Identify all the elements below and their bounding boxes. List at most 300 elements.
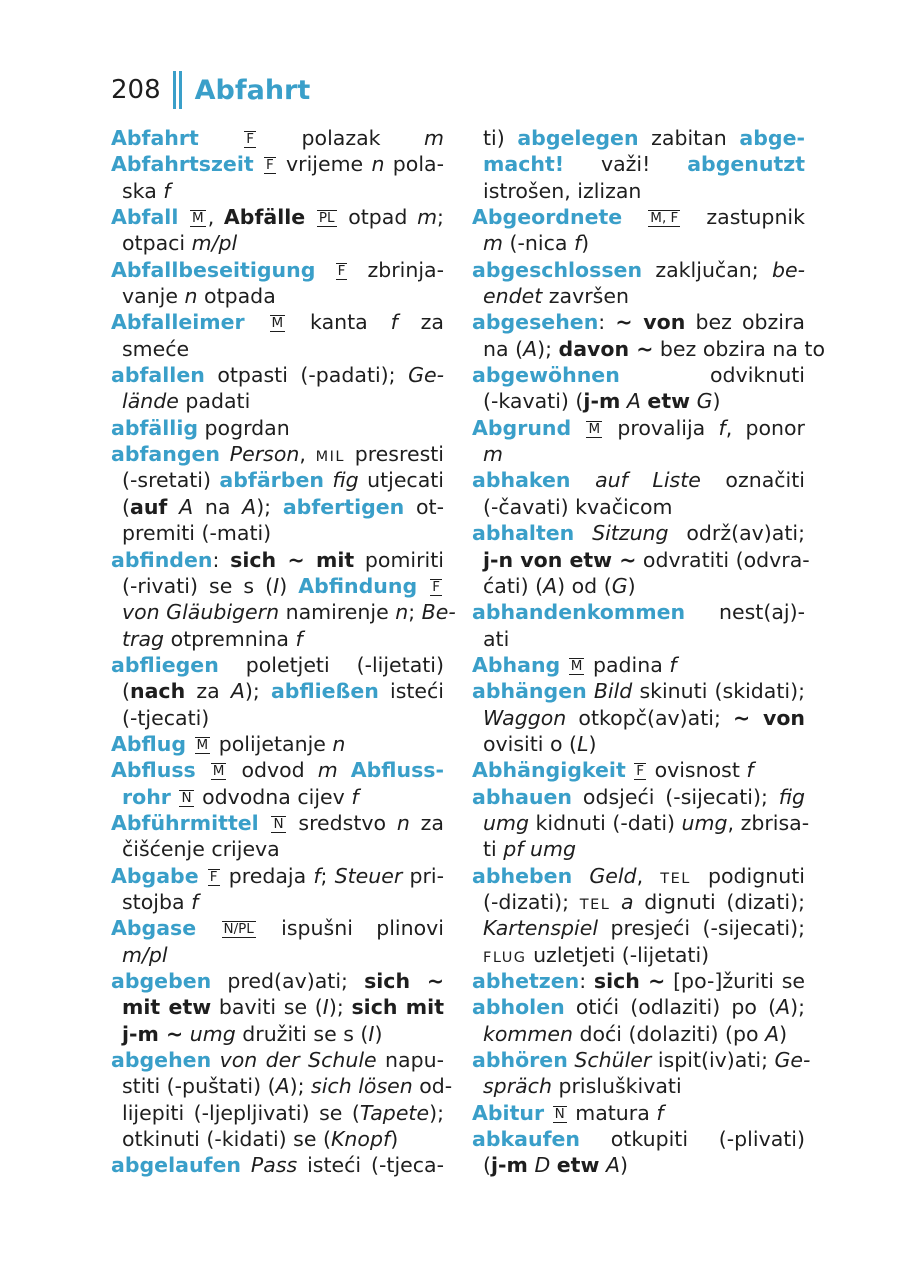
definition-text: ot- bbox=[404, 494, 444, 519]
headword: abgenutzt bbox=[687, 152, 805, 177]
headword: Abfindung bbox=[298, 573, 418, 598]
italic-label: f bbox=[656, 1100, 664, 1125]
italic-label: Geld bbox=[589, 863, 637, 888]
definition-text: ) bbox=[779, 1021, 788, 1046]
definition-text: ) bbox=[627, 573, 636, 598]
definition-text: premiti (-mati) bbox=[122, 521, 272, 546]
entry-line bbox=[472, 705, 805, 731]
definition-text: ) bbox=[581, 231, 590, 256]
italic-label: lände bbox=[122, 389, 179, 414]
entry-line bbox=[111, 599, 456, 625]
definition-text: istrošen, izlizan bbox=[483, 178, 642, 203]
entry-line bbox=[472, 520, 805, 546]
headword: Abhang bbox=[472, 652, 561, 677]
definition-text: za bbox=[185, 679, 231, 704]
entry-line bbox=[472, 547, 810, 573]
entry-line bbox=[472, 678, 805, 704]
headword: Abhängigkeit bbox=[472, 758, 626, 783]
italic-label: n bbox=[395, 600, 409, 625]
entry-line bbox=[111, 151, 444, 177]
gender-box: F bbox=[209, 868, 218, 885]
definition-text bbox=[338, 758, 351, 782]
definition-text: odviknuti bbox=[619, 363, 805, 388]
bold-phrase: etw bbox=[556, 1153, 600, 1178]
entry-line bbox=[111, 784, 444, 810]
italic-label: Tapete bbox=[359, 1100, 430, 1125]
headword: abgewöhnen bbox=[472, 363, 620, 388]
headword: abholen bbox=[472, 995, 565, 1020]
bold-phrase: sich ~ bbox=[593, 969, 666, 993]
definition-text: pola- bbox=[384, 152, 444, 177]
italic-label: Schüler bbox=[574, 1048, 652, 1073]
italic-label: G bbox=[611, 573, 628, 598]
definition-text: nest(aj)- bbox=[685, 600, 805, 625]
italic-label: Sitzung bbox=[592, 521, 669, 546]
definition-text: ovisiti o ( bbox=[483, 731, 578, 756]
entry-line bbox=[111, 336, 444, 362]
entry-line bbox=[111, 309, 444, 335]
definition-text: kidnuti (-dati) bbox=[528, 810, 682, 835]
entry-line bbox=[111, 757, 444, 783]
italic-label: m bbox=[424, 126, 444, 150]
italic-label: L bbox=[577, 731, 589, 756]
headword: abfinden bbox=[111, 547, 213, 572]
definition-text: otpasti (-padati); bbox=[204, 363, 409, 388]
definition-text: vanje bbox=[122, 284, 185, 309]
definition-text: otkupiti (-plivati) bbox=[580, 1127, 805, 1152]
definition-text: ); bbox=[537, 336, 559, 361]
definition-text: polijetanje bbox=[212, 731, 333, 756]
entry-line bbox=[111, 731, 444, 757]
entry-line bbox=[111, 283, 444, 309]
gender-box: N bbox=[181, 789, 192, 806]
definition-text: presresti bbox=[344, 442, 444, 467]
gender-box: F bbox=[432, 578, 440, 595]
italic-label: A bbox=[543, 573, 558, 598]
italic-label: m/pl bbox=[191, 231, 238, 256]
entry-line bbox=[111, 915, 444, 941]
entry-line bbox=[111, 573, 444, 599]
definition-text: za bbox=[397, 310, 444, 335]
italic-label: m bbox=[483, 231, 503, 256]
definition-text: ovisnost bbox=[648, 758, 747, 783]
entry-line bbox=[111, 1073, 453, 1099]
definition-text: ati bbox=[483, 626, 510, 651]
entry-line bbox=[472, 784, 805, 810]
italic-label: umg bbox=[483, 810, 529, 835]
definition-text: (-rivati) se s ( bbox=[122, 573, 274, 598]
right-column bbox=[472, 125, 825, 1179]
bold-phrase: ~ von bbox=[733, 705, 805, 730]
entry-line bbox=[472, 626, 805, 652]
gender-box: M bbox=[570, 657, 583, 674]
headword: abgesehen bbox=[472, 310, 599, 335]
definition-text: završen bbox=[542, 284, 629, 309]
definition-text: uzletjeti (-lijetati) bbox=[526, 942, 710, 967]
definition-text bbox=[305, 205, 315, 229]
definition-text: otpad bbox=[338, 205, 418, 230]
bold-phrase: ~ von bbox=[615, 310, 686, 335]
entry-line bbox=[111, 942, 444, 968]
bold-phrase: sich ~ bbox=[364, 969, 444, 993]
gender-box: F bbox=[337, 262, 346, 279]
definition-text: otkopč(av)ati; bbox=[566, 705, 734, 730]
entry-line bbox=[472, 230, 805, 256]
italic-label: endet bbox=[483, 284, 543, 309]
entry-line bbox=[111, 362, 444, 388]
entry-line bbox=[472, 362, 805, 388]
italic-label: m bbox=[417, 205, 438, 230]
headword: abhängen bbox=[472, 679, 587, 704]
entry-line bbox=[472, 257, 805, 283]
definition-text: isteći bbox=[378, 679, 445, 704]
definition-text bbox=[574, 521, 592, 545]
entry-line bbox=[111, 652, 444, 678]
definition-text: vrijeme bbox=[277, 152, 372, 177]
definition-text bbox=[572, 864, 589, 888]
entry-line bbox=[472, 151, 805, 177]
gender-box: F bbox=[636, 763, 645, 780]
entry-line bbox=[472, 968, 805, 994]
italic-label: D bbox=[534, 1153, 551, 1178]
entry-line bbox=[472, 178, 805, 204]
italic-label: n bbox=[184, 284, 198, 309]
bold-phrase: j-n von etw ~ bbox=[483, 547, 637, 572]
field-label: TEL bbox=[660, 870, 691, 887]
definition-text: ); bbox=[244, 679, 271, 704]
definition-text: prisluškivati bbox=[551, 1074, 682, 1099]
definition-text: ti) bbox=[483, 126, 518, 150]
definition-text: poletjeti (-lijetati) bbox=[218, 652, 444, 677]
bold-phrase: davon ~ bbox=[558, 336, 654, 361]
italic-label: Be- bbox=[421, 600, 456, 625]
italic-label: Knopf bbox=[330, 1127, 391, 1152]
definition-text bbox=[186, 732, 193, 756]
definition-text: lijepiti (-ljepljivati) se ( bbox=[122, 1100, 360, 1125]
headword: Abfahrt bbox=[111, 126, 199, 150]
italic-label: f bbox=[351, 784, 359, 809]
definition-text bbox=[196, 758, 209, 782]
italic-label: A bbox=[275, 1074, 290, 1099]
definition-text bbox=[417, 574, 428, 598]
entry-line bbox=[472, 889, 805, 915]
entry-line bbox=[111, 678, 444, 704]
italic-label: m bbox=[317, 758, 338, 783]
headword: Abfall bbox=[111, 205, 179, 230]
headword: abgeben bbox=[111, 969, 212, 993]
entry-line bbox=[472, 336, 825, 362]
definition-text: (-tjecati) bbox=[122, 705, 210, 730]
page-header bbox=[111, 70, 310, 110]
bold-phrase: j-m bbox=[583, 389, 621, 414]
entry-line bbox=[111, 626, 444, 652]
gender-box: M bbox=[588, 420, 601, 437]
italic-label: Ge- bbox=[408, 363, 444, 388]
headword: Abfluss bbox=[111, 758, 196, 783]
entry-line bbox=[472, 1152, 805, 1178]
entry-line bbox=[111, 204, 444, 230]
gender-box: PL bbox=[318, 210, 335, 227]
entry-line bbox=[111, 705, 444, 731]
headword: Abgrund bbox=[472, 415, 572, 440]
headword: abkaufen bbox=[472, 1127, 580, 1152]
definition-text: bez obzira bbox=[685, 310, 805, 335]
definition-text: , bbox=[207, 205, 224, 230]
guide-word: Abfahrt bbox=[194, 74, 311, 106]
definition-text bbox=[199, 864, 206, 888]
definition-text bbox=[560, 653, 567, 677]
headword: abhaken bbox=[472, 468, 571, 493]
gender-box: N/PL bbox=[223, 921, 254, 938]
definition-text bbox=[587, 679, 594, 703]
definition-text: ); bbox=[429, 1100, 444, 1125]
italic-label: I bbox=[273, 573, 280, 598]
italic-label: m bbox=[483, 442, 503, 467]
definition-text: kanta bbox=[287, 310, 391, 335]
entry-line bbox=[111, 1126, 444, 1152]
italic-label: A bbox=[242, 494, 257, 519]
entry-line bbox=[111, 547, 444, 573]
headword: abge- bbox=[739, 126, 805, 150]
headword: Abgabe bbox=[111, 863, 199, 888]
entry-line bbox=[111, 810, 444, 836]
italic-label: Kartenspiel bbox=[483, 916, 599, 941]
italic-label: n bbox=[371, 152, 385, 177]
definition-text bbox=[626, 758, 633, 782]
gender-box: M bbox=[271, 315, 284, 332]
field-label: FLUG bbox=[483, 949, 527, 966]
italic-label: umg bbox=[681, 810, 728, 835]
italic-label: m/pl bbox=[122, 942, 168, 967]
headword: abfällig bbox=[111, 415, 199, 440]
definition-text: čišćenje crijeva bbox=[122, 837, 280, 862]
definition-text bbox=[245, 310, 268, 334]
definition-text: , bbox=[299, 442, 316, 467]
italic-label: Person bbox=[229, 442, 300, 467]
headword: Abfalleimer bbox=[111, 310, 245, 335]
definition-text: na ( bbox=[483, 336, 524, 361]
definition-text: dignuti (dizati); bbox=[633, 889, 805, 914]
definition-text: ćati) ( bbox=[483, 573, 544, 598]
definition-text: ispušni plinovi bbox=[257, 916, 444, 941]
italic-label: von Gläubigern bbox=[122, 600, 280, 625]
entry-line bbox=[111, 1047, 444, 1073]
definition-text bbox=[571, 416, 584, 440]
definition-text: pri- bbox=[402, 863, 444, 888]
italic-label: Ge- bbox=[774, 1048, 811, 1073]
bold-phrase: sich ~ mit bbox=[230, 547, 355, 572]
definition-text: skinuti (skidati); bbox=[632, 679, 805, 704]
definition-text: : bbox=[212, 547, 231, 572]
definition-text: otpada bbox=[197, 284, 276, 309]
definition-text: ( bbox=[122, 679, 130, 704]
italic-label: Bild bbox=[593, 679, 633, 704]
entry-line bbox=[472, 125, 805, 151]
definition-text bbox=[167, 495, 179, 519]
definition-text: [po-]žuriti se bbox=[665, 969, 805, 993]
definition-text: presjeći (-sijecati); bbox=[598, 916, 805, 941]
definition-text: ti bbox=[483, 837, 504, 862]
definition-text: ; bbox=[437, 205, 444, 230]
bold-phrase: nach bbox=[130, 679, 186, 704]
italic-label: f bbox=[573, 231, 582, 256]
entry-line bbox=[472, 204, 805, 230]
italic-label: von der Schule bbox=[219, 1048, 377, 1073]
headword: abfließen bbox=[270, 679, 379, 704]
definition-text: ); bbox=[328, 995, 352, 1020]
entry-line bbox=[111, 1021, 444, 1047]
definition-text: bez obzira na to bbox=[653, 336, 825, 361]
definition-text: matura bbox=[568, 1100, 657, 1125]
italic-label: f bbox=[191, 889, 199, 914]
definition-text bbox=[254, 152, 262, 176]
entry-line bbox=[472, 1073, 805, 1099]
definition-text: zastupnik bbox=[682, 205, 805, 230]
definition-text: utjecati bbox=[358, 468, 444, 493]
entry-line bbox=[472, 1126, 805, 1152]
bold-phrase: sich mit bbox=[351, 995, 444, 1020]
bold-phrase: mit etw bbox=[122, 995, 212, 1020]
headword: abhandenkommen bbox=[472, 600, 686, 625]
headword: abgehen bbox=[111, 1048, 212, 1073]
headword: rohr bbox=[122, 784, 171, 809]
headword: abgeschlossen bbox=[472, 257, 643, 282]
definition-text bbox=[199, 126, 242, 150]
definition-text bbox=[259, 811, 270, 835]
headword: Abfallbeseitigung bbox=[111, 257, 316, 282]
headword: abfertigen bbox=[282, 494, 405, 519]
definition-text bbox=[220, 442, 230, 466]
gender-box: F bbox=[246, 131, 255, 147]
entry-line bbox=[472, 415, 805, 441]
definition-text: odvod bbox=[228, 758, 318, 783]
definition-text: namirenje bbox=[279, 600, 396, 625]
entry-line bbox=[472, 283, 805, 309]
definition-text: na bbox=[193, 494, 243, 519]
definition-text: (-kavati) ( bbox=[483, 389, 584, 414]
definition-text: odvodna cijev bbox=[195, 784, 352, 809]
headword: abhalten bbox=[472, 521, 575, 546]
italic-label: sich lösen bbox=[311, 1074, 413, 1099]
definition-text: polazak bbox=[258, 126, 425, 150]
entry-line bbox=[472, 731, 805, 757]
bold-phrase: Abfälle bbox=[223, 205, 306, 230]
definition-text: ; bbox=[408, 600, 422, 625]
definition-text: ; bbox=[320, 863, 335, 888]
headword: Abfahrtszeit bbox=[111, 152, 254, 177]
entry-line bbox=[472, 836, 805, 862]
definition-text: (-sretati) bbox=[122, 468, 220, 493]
definition-text bbox=[196, 916, 219, 940]
italic-label: f bbox=[390, 310, 398, 335]
bold-phrase: etw bbox=[647, 389, 691, 414]
definition-text: pomiriti bbox=[354, 547, 444, 572]
italic-label: f bbox=[313, 863, 321, 888]
headword: abfangen bbox=[111, 442, 221, 467]
italic-label: f bbox=[669, 652, 677, 677]
entry-line bbox=[111, 388, 444, 414]
entry-line bbox=[472, 467, 805, 493]
italic-label: umg bbox=[189, 1021, 236, 1046]
definition-text: ) bbox=[374, 1021, 383, 1046]
headword: abhören bbox=[472, 1048, 568, 1073]
italic-label: A bbox=[626, 389, 641, 414]
italic-label: Pass bbox=[250, 1153, 298, 1178]
definition-text: održ(av)ati; bbox=[668, 521, 805, 546]
bold-phrase: j-m ~ bbox=[122, 1021, 184, 1046]
field-label: TEL bbox=[579, 896, 611, 913]
entry-line bbox=[111, 863, 444, 889]
definition-text: napu- bbox=[376, 1048, 444, 1073]
definition-text bbox=[544, 1101, 551, 1125]
entry-line bbox=[111, 415, 444, 441]
entry-line bbox=[472, 863, 805, 889]
entry-line bbox=[472, 599, 805, 625]
definition-text: (-čavati) kvačicom bbox=[483, 494, 673, 519]
definition-text: ) od ( bbox=[557, 573, 612, 598]
definition-text: predaja bbox=[221, 863, 314, 888]
italic-label: n bbox=[396, 810, 410, 835]
italic-label: trag bbox=[122, 626, 165, 651]
italic-label: auf Liste bbox=[595, 468, 701, 493]
definition-text: ) bbox=[619, 1153, 628, 1178]
definition-text: od- bbox=[412, 1074, 453, 1099]
definition-text: ) bbox=[588, 731, 597, 756]
italic-label: f bbox=[163, 178, 171, 203]
headword: abgelaufen bbox=[111, 1153, 241, 1178]
entry-line bbox=[111, 441, 444, 467]
entry-line bbox=[472, 915, 805, 941]
gender-box: M bbox=[192, 210, 204, 227]
bold-phrase: auf bbox=[130, 494, 168, 519]
gender-box: M bbox=[212, 763, 225, 780]
headword: abgelegen bbox=[517, 126, 639, 150]
definition-text bbox=[610, 890, 621, 914]
italic-label: f bbox=[746, 758, 754, 783]
definition-text bbox=[622, 205, 646, 229]
italic-label: spräch bbox=[483, 1074, 552, 1099]
definition-text bbox=[211, 1048, 219, 1072]
italic-label: Steuer bbox=[334, 863, 403, 888]
definition-text: (-dizati); bbox=[483, 889, 580, 914]
italic-label: a bbox=[621, 889, 634, 914]
definition-text: ); bbox=[289, 1074, 312, 1099]
definition-text bbox=[315, 258, 333, 282]
entry-line bbox=[472, 309, 805, 335]
double-bar-divider bbox=[173, 71, 182, 109]
entry-line bbox=[472, 942, 805, 968]
gender-box: N bbox=[554, 1105, 565, 1122]
entry-line bbox=[111, 178, 444, 204]
definition-text: ( bbox=[483, 1153, 491, 1178]
italic-label: A bbox=[605, 1153, 620, 1178]
italic-label: fig bbox=[778, 784, 805, 809]
headword: abfallen bbox=[111, 363, 205, 388]
definition-text: ) bbox=[390, 1127, 399, 1152]
italic-label: A bbox=[230, 679, 245, 704]
entry-line bbox=[472, 1021, 805, 1047]
definition-text: važi! bbox=[564, 152, 688, 177]
page-number: 208 bbox=[111, 75, 161, 105]
definition-text: otpremnina bbox=[164, 626, 296, 651]
definition-text bbox=[571, 468, 596, 492]
headword: abheben bbox=[472, 863, 573, 888]
definition-text: zaključan; bbox=[642, 257, 772, 282]
bold-phrase: j-m bbox=[491, 1153, 528, 1178]
definition-text: , ponor bbox=[725, 415, 805, 440]
italic-label: fig bbox=[332, 468, 359, 493]
definition-text bbox=[178, 205, 188, 229]
